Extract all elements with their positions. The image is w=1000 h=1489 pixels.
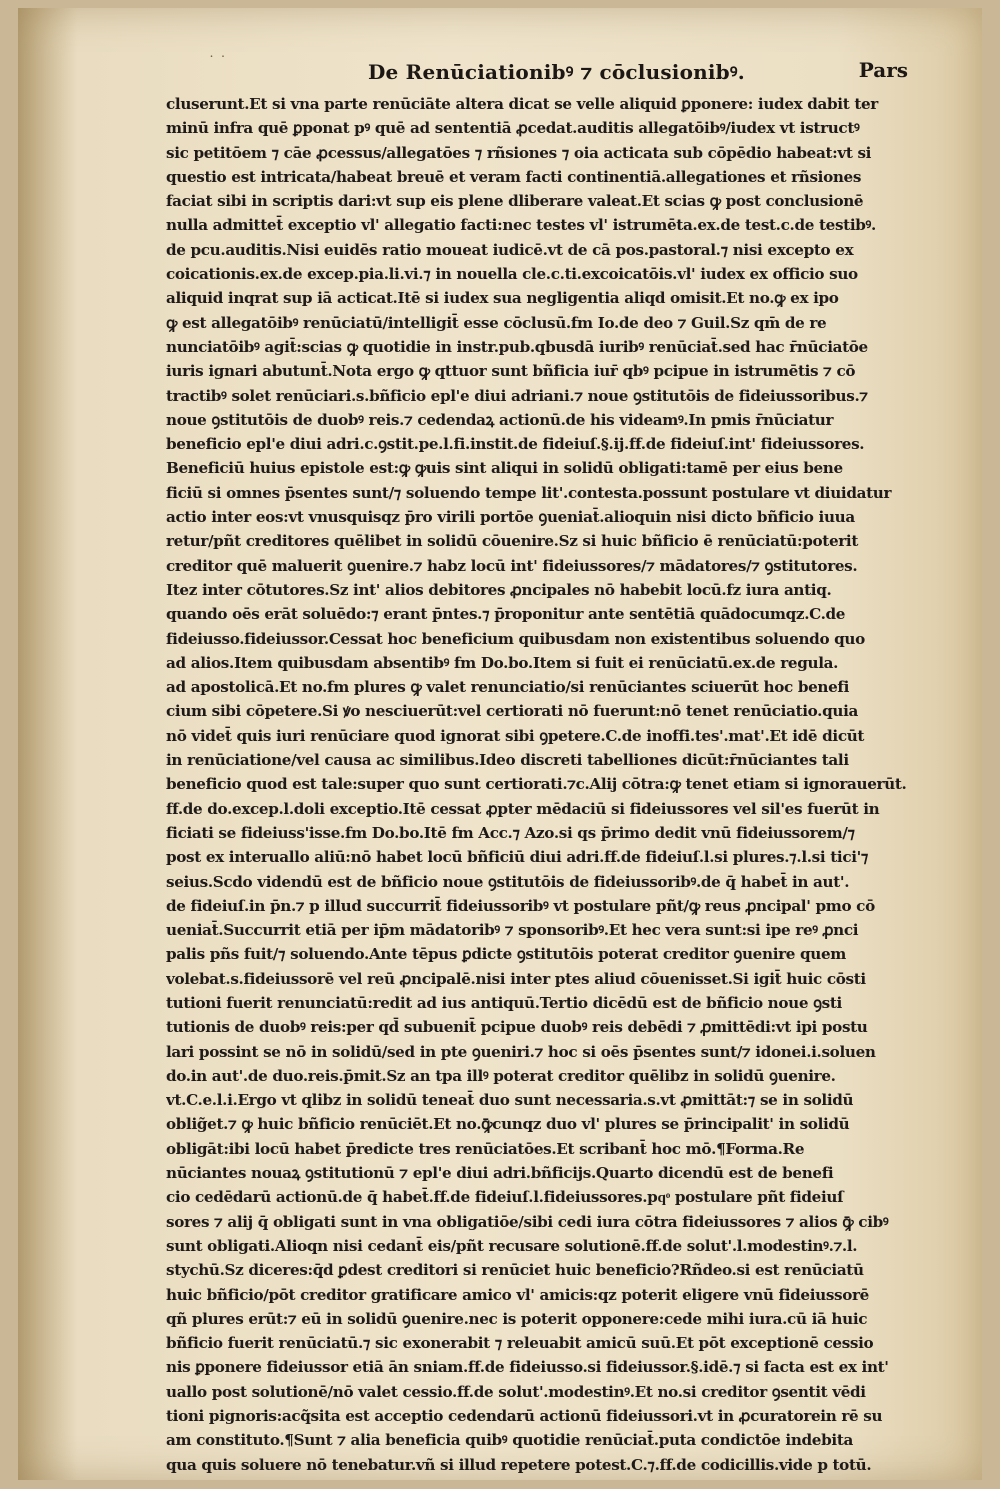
text-line: iuris ignari abutunt̄.Nota ergo ꝙ qttuor sunt bñficia iur̄ qbꝰ pcipue in istrumētis ⁊ cō	[166, 362, 856, 381]
text-line: uallo post solutionē/nō valet cessio.ff.de solut'.modestinꝰ.Et no.si creditor ꝯsentit vēdi	[166, 1382, 866, 1401]
text-line: tutionis de duobꝰ reis:per qd̄ subuenit̄ pcipue duobꝰ reis debēdi ⁊ ꝓmittēdi:vt ipi postu	[166, 1018, 868, 1037]
text-line: vt.C.e.l.i.Ergo vt qlibz in solidū teneat̄ duo sunt necessaria.s.vt ꝓmittāt:⁊ se in solidū	[166, 1091, 854, 1110]
text-line: tractibꝰ solet renūciari.s.bñficio epl'e diui adriani.⁊ noue ꝯstitutōis de fideiussoribus.⁊	[166, 386, 868, 405]
text-block	[166, 92, 912, 1477]
text-line: bñficio fuerit renūciatū.⁊ sic exonerabit ⁊ releuabit amicū suū.Et pōt exceptionē cessio	[166, 1334, 874, 1353]
text-line: faciat sibi in scriptis dari:vt sup eis plene dliberare valeat.Et scias ꝙ post conclusionē	[166, 192, 864, 211]
text-line: de fideiuſ.in p̄n.⁊ p illud succurrit̄ fideiussoribꝰ vt postulare pñt/ꝙ reus ꝓncipal' pmo cō	[166, 896, 875, 915]
text-line: sic petitōem ⁊ cāe ꝓcessus/allegatōes ⁊ rñsiones ⁊ oia acticata sub cōpēdio habeat:vt si	[166, 143, 872, 162]
text-line: huic bñficio/pōt creditor gratificare amico vl' amicis:qz poterit eligere vnū fideiussorē	[166, 1285, 869, 1304]
text-line: actio inter eos:vt vnusquisqz p̄ro virili portōe ꝯueniat̄.alioquin nisi dicto bñficio iuua	[166, 508, 855, 527]
text-line: minū infra quē ꝑponat pꝰ quē ad sententiā ꝓcedat.auditis allegatōibꝰ/iudex vt istructꝰ	[166, 119, 860, 138]
text-line: nunciatōibꝰ agit̄:scias ꝙ quotidie in instr.pub.qbusdā iuribꝰ renūciat̄.sed hac r̄nūciatōe	[166, 337, 868, 356]
text-line: quando oēs erāt soluēdo:⁊ erant p̄ntes.⁊ p̄roponitur ante sentētiā quādocumqz.C.de	[166, 605, 846, 624]
text-line: qua quis soluere nō tenebatur.vñ si illud repetere potest.C.⁊.ff.de codicillis.vide p totū.	[166, 1455, 872, 1474]
text-line: cium sibi cōpetere.Si ꝟo nesciuerūt:vel certiorati nō fuerunt:nō tenet renūciatio.quia	[166, 702, 858, 721]
manuscript-page	[18, 8, 982, 1480]
text-line: beneficio epl'e diui adri.c.ꝯstit.pe.l.fi.instit.de fideiuſ.§.ij.ff.de fideiuſ.int' fideiussores.	[166, 435, 865, 454]
text-line: qñ plures erūt:⁊ eū in solidū ꝯuenire.nec is poterit opponere:cede mihi iura.cū iā huic	[166, 1309, 868, 1328]
text-line: questio est intricata/habeat breuē et veram facti continentiā.allegationes et rñsiones	[166, 167, 862, 186]
text-line: stychū.Sz diceres:q̄d ꝑdest creditori si renūciet huic beneficio?Rñdeo.si est renūciatū	[166, 1261, 864, 1280]
text-line: beneficio quod est tale:super quo sunt certiorati.⁊c.Alij cōtra:ꝙ tenet etiam si ignorauerūt.	[166, 775, 907, 794]
text-line: am constituto.¶Sunt ⁊ alia beneficia quibꝰ quotidie renūciat̄.puta condictōe indebita	[166, 1431, 853, 1450]
text-line: ꝙ est allegatōibꝰ renūciatū/intelligit̄ esse cōclusū.fm Io.de deo ⁊ Guil.Sz qm̄ de re	[166, 313, 827, 332]
text-line: tioni pignoris:acq̃sita est acceptio cedendarū actionū fideiussori.vt in ꝓcuratorein rē su	[166, 1407, 883, 1426]
text-line: palis pñs fuit/⁊ soluendo.Ante tēpus ꝑdicte ꝯstitutōis poterat creditor ꝯuenire quem	[166, 945, 847, 964]
text-line: fideiusso.fideiussor.Cessat hoc beneficium quibusdam non existentibus soluendo quo	[166, 629, 865, 648]
text-line: cio cedēdarū actionū.de q̄ habet̄.ff.de fideiuſ.l.fideiussores.pqͦ postulare pñt fideiuſ	[166, 1188, 844, 1207]
text-line: creditor quē maluerit ꝯuenire.⁊ habz locū int' fideiussores/⁊ mādatores/⁊ ꝯstitutores.	[166, 556, 858, 575]
text-line: do.in aut'.de duo.reis.p̄mit.Sz an tpa illꝰ poterat creditor quēlibz in solidū ꝯuenire.	[166, 1066, 836, 1085]
text-line: ff.de do.excep.l.doli exceptio.Itē cessat ꝓpter mēdaciū si fideiussores vel sil'es fuerūt in	[166, 799, 880, 818]
text-line: ficiati se fideiuss'isse.fm Do.bo.Itē fm Acc.⁊ Azo.si qs p̄rimo dedit vnū fideiussorem/⁊	[166, 823, 855, 842]
page-header	[168, 58, 908, 88]
text-line: coicationis.ex.de excep.pia.li.vi.⁊ in nouella cle.c.ti.excoicatōis.vl' iudex ex officio suo	[166, 265, 858, 284]
text-line: nis ꝑponere fideiussor etiā ān sniam.ff.de fideiusso.si fideiussor.§.idē.⁊ si facta est ex int'	[166, 1358, 889, 1377]
text-line: volebat.s.fideiussorē vel reū ꝓncipalē.nisi inter ptes aliud cōuenisset.Si igit̄ huic cōsti	[166, 969, 866, 988]
text-line: post ex interuallo aliū:nō habet locū bñficiū diui adri.ff.de fideiuſ.l.si plures.⁊.l.si tici'⁊	[166, 848, 869, 867]
text-line: aliquid inqrat sup iā acticat.Itē si iudex sua negligentia aliqd omisit.Et no.ꝙ ex ipo	[166, 289, 839, 308]
text-line: nūciantes nouaꝝ ꝯstitutionū ⁊ epl'e diui adri.bñficijs.Quarto dicendū est de benefi	[166, 1164, 834, 1183]
text-line: ad apostolicā.Et no.fm plures ꝙ valet renunciatio/si renūciantes sciuerūt hoc benefi	[166, 678, 850, 697]
text-line: cluserunt.Et si vna parte renūciāte altera dicat se velle aliquid ꝑponere: iudex dabit ter	[166, 95, 878, 113]
text-line: ad alios.Item quibusdam absentibꝰ fm Do.bo.Item si fuit ei renūciatū.ex.de regula.	[166, 653, 839, 672]
text-line: oblig̃et.⁊ ꝙ huic bñficio renūciēt.Et no.ꝙ̄cunqz duo vl' plures se p̄rincipalit' in solidū	[166, 1115, 850, 1134]
text-line: ueniat̄.Succurrit etiā per ip̄m mādatoribꝰ ⁊ sponsoribꝰ.Et hec vera sunt:si ipe reꝰ ꝓnci	[166, 921, 859, 940]
text-line: de pcu.auditis.Nisi euidēs ratio moueat iudicē.vt de cā pos.pastoral.⁊ nisi excepto ex	[166, 240, 854, 259]
header-marks: ˙ ˙	[208, 54, 227, 70]
page-gutter-shadow	[18, 8, 78, 1480]
text-line: nulla admittet̄ exceptio vl' allegatio facti:nec testes vl' istrumēta.ex.de test.c.de testibꝰ.	[166, 216, 876, 235]
text-line: noue ꝯstitutōis de duobꝰ reis.⁊ cedendaꝝ actionū.de his videamꝰ.In pmis r̄nūciatur	[166, 410, 834, 429]
text-line: tutioni fuerit renunciatū:redit ad ius antiquū.Tertio dicēdū est de bñficio noue ꝯsti	[166, 993, 842, 1012]
text-line: ficiū si omnes p̄sentes sunt/⁊ soluendo tempe lit'.contesta.possunt postulare vt diuidatur	[166, 483, 892, 502]
text-line: nō videt̄ quis iuri renūciare quod ignorat sibi ꝯpetere.C.de inoffi.tes'.mat'.Et idē dicūt	[166, 726, 865, 745]
text-line: obligāt:ibi locū habet p̄redicte tres renūciatōes.Et scribant̄ hoc mō.¶Forma.Re	[166, 1139, 805, 1158]
text-line: Beneficiū huius epistole est:ꝙ ꝙuis sint aliqui in solidū obligati:tamē per eius bene	[166, 459, 843, 478]
running-title: De Renūciationibꝰ ⁊ cōclusionibꝰ.	[368, 60, 745, 84]
text-line: in renūciatione/vel causa ac similibus.Ideo discreti tabelliones dicūt:r̄nūciantes tali	[166, 751, 849, 770]
text-line: seius.Scdo videndū est de bñficio noue ꝯstitutōis de fideiussoribꝰ.de q̄ habet̄ in aut'.	[166, 872, 850, 891]
text-line: lari possint se nō in solidū/sed in pte ꝯueniri.⁊ hoc si oēs p̄sentes sunt/⁊ idonei.i.soluen	[166, 1042, 876, 1061]
running-pars: Pars	[858, 58, 908, 82]
text-line: retur/pñt creditores quēlibet in solidū cōuenire.Sz si huic bñficio ē renūciatū:poterit	[166, 532, 859, 551]
text-line: sunt obligati.Alioqn nisi cedant̄ eis/pñt recusare solutionē.ff.de solut'.l.modestinꝰ.⁊.l.	[166, 1236, 858, 1255]
text-line: sores ⁊ alij q̄ obligati sunt in vna obligatiōe/sibi cedi iura cōtra fideiussores ⁊ alios ꝙ̄ cibꝰ	[166, 1212, 889, 1231]
text-line: Itez inter cōtutores.Sz int' alios debitores ꝓncipales nō habebit locū.fz iura antiq.	[166, 580, 832, 599]
